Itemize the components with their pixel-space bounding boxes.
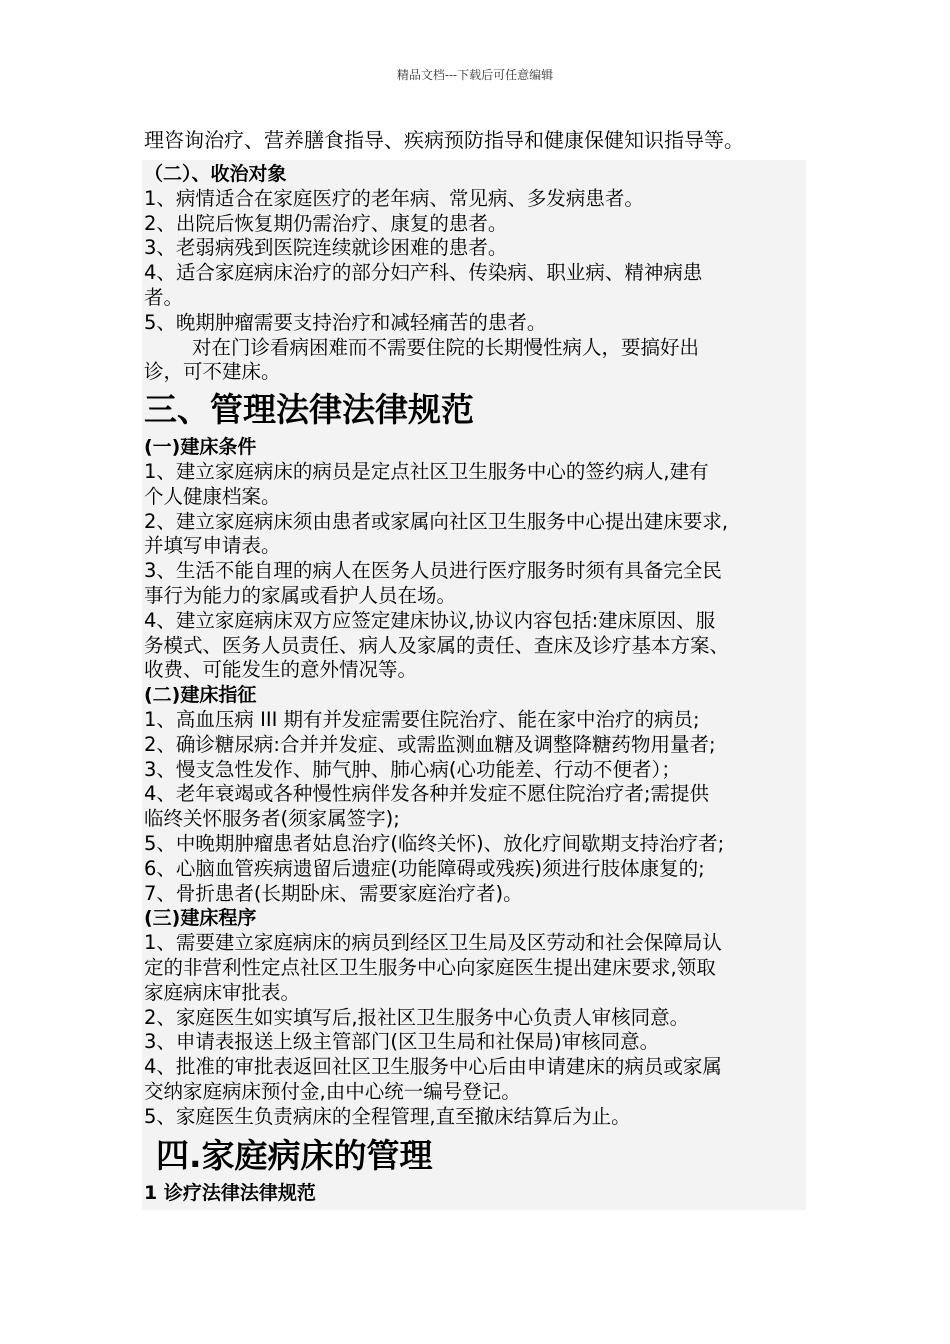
- section2-line: 2、出院后恢复期仍需治疗、康复的患者。: [144, 211, 508, 235]
- part1-line: 收费、可能发生的意外情况等。: [144, 658, 418, 682]
- part2-line: 临终关怀服务者(须家属签字);: [144, 807, 400, 831]
- part2-line: 2、确诊糖尿病:合并并发症、或需监测血糖及调整降糖药物用量者;: [144, 732, 716, 756]
- part1-line: 2、建立家庭病床须由患者或家属向社区卫生服务中心提出建床要求,: [144, 509, 729, 533]
- part1-line: 4、建立家庭病床双方应签定建床协议,协议内容包括:建床原因、服: [144, 608, 716, 632]
- part3-line: 1、需要建立家庭病床的病员到经区卫生局及区劳动和社会保障局认: [144, 931, 722, 955]
- section3-part3-heading: (三)建床程序: [144, 907, 257, 930]
- section2-line: 5、晚期肿瘤需要支持治疗和减轻痛苦的患者。: [144, 310, 547, 334]
- part2-line: 7、骨折患者(长期卧床、需要家庭治疗者)。: [144, 881, 523, 905]
- part1-line: 3、生活不能自理的病人在医务人员进行医疗服务时须有具备完全民: [144, 559, 722, 583]
- intro-line: 理咨询治疗、营养膳食指导、疾病预防指导和健康保健知识指导等。: [144, 128, 744, 152]
- section2-line: 3、老弱病残到医院连续就诊困难的患者。: [144, 236, 508, 260]
- part1-line: 务模式、医务人员责任、病人及家属的责任、查床及诊疗基本方案、: [144, 633, 730, 657]
- section4-title: 四.家庭病床的管理: [156, 1136, 433, 1176]
- document-body: [144, 162, 814, 1206]
- part2-line: 6、心脑血管疾病遗留后遗症(功能障碍或残疾)须进行肢体康复的;: [144, 856, 705, 880]
- part3-line: 5、家庭医生负责病床的全程管理,直至撤床结算后为止。: [144, 1104, 631, 1128]
- part3-line: 定的非营利性定点社区卫生服务中心向家庭医生提出建床要求,领取: [144, 955, 716, 979]
- section3-part1-heading: (一)建床条件: [144, 436, 257, 459]
- part1-line: 个人健康档案。: [144, 484, 281, 508]
- part1-line: 并填写申请表。: [144, 534, 281, 558]
- section4-sub-heading: 1 诊疗法律法律规范: [144, 1182, 316, 1205]
- part3-line: 3、申请表报送上级主管部门(区卫生局和社保局)审核同意。: [144, 1030, 660, 1054]
- part1-line: 事行为能力的家属或看护人员在场。: [144, 583, 457, 607]
- part3-line: 交纳家庭病床预付金,由中心统一编号登记。: [144, 1079, 521, 1103]
- section2-heading: （二）、收治对象: [144, 163, 287, 185]
- part3-line: 4、批准的审批表返回社区卫生服务中心后由申请建床的病员或家属: [144, 1055, 722, 1079]
- part2-line: 3、慢支急性发作、肺气肿、肺心病(心功能差、行动不便者）；: [144, 757, 681, 781]
- part3-line: 2、家庭医生如实填写后,报社区卫生服务中心负责人审核同意。: [144, 1005, 690, 1029]
- part2-line: 4、老年衰竭或各种慢性病伴发各种并发症不愿住院治疗者;需提供: [144, 782, 709, 806]
- section2-note: 诊，可不建床。: [144, 360, 281, 384]
- section2-line: 4、适合家庭病床治疗的部分妇产科、传染病、职业病、精神病患: [144, 261, 703, 285]
- part3-line: 家庭病床审批表。: [144, 980, 301, 1004]
- section2-line: 者。: [144, 285, 184, 309]
- section3-part2-heading: (二)建床指征: [144, 684, 257, 707]
- section2-note: 对在门诊看病困难而不需要住院的长期慢性病人，要搞好出: [192, 335, 700, 359]
- section2-line: 1、病情适合在家庭医疗的老年病、常见病、多发病患者。: [144, 186, 644, 210]
- page-header: 精品文档---下载后可任意编辑: [396, 68, 554, 82]
- part1-line: 1、建立家庭病床的病员是定点社区卫生服务中心的签约病人,建有: [144, 459, 709, 483]
- part2-line: 5、中晚期肿瘤患者姑息治疗(临终关怀)、放化疗间歇期支持治疗者;: [144, 831, 725, 855]
- part2-line: 1、高血压病 III 期有并发症需要住院治疗、能在家中治疗的病员;: [144, 707, 700, 731]
- section3-title: 三、管理法律法律规范: [144, 390, 474, 430]
